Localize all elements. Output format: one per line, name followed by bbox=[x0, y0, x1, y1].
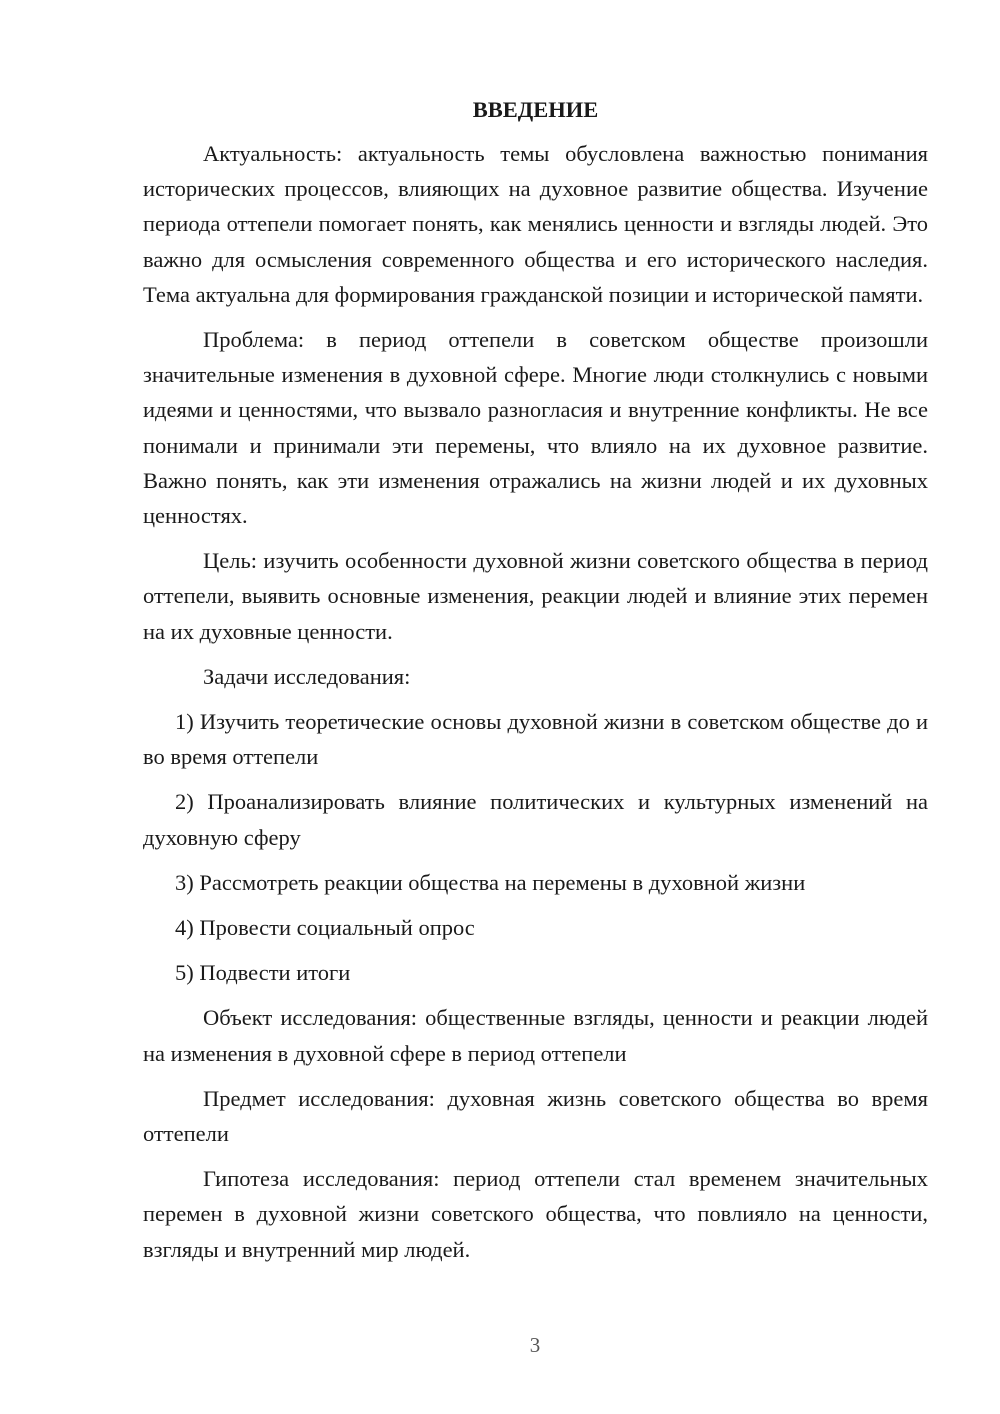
goal-paragraph: Цель: изучить особенности духовной жизни советского общества в период оттепели, выявить основные изменения, реакции людей и влияние этих перемен на их духовные ценности. bbox=[143, 548, 928, 644]
document-page bbox=[143, 92, 928, 1277]
section-title: ВВЕДЕНИЕ bbox=[472, 97, 599, 122]
task-item-3: 3) Рассмотреть реакции общества на перемены в духовной жизни bbox=[175, 869, 806, 895]
task-item-2: 2) Проанализировать влияние политических и культурных изменений на духовную сферу bbox=[143, 789, 928, 850]
subject-paragraph: Предмет исследования: духовная жизнь советского общества во время оттепели bbox=[143, 1085, 928, 1147]
task-item-4: 4) Провести социальный опрос bbox=[175, 915, 475, 941]
object-paragraph: Объект исследования: общественные взгляды, ценности и реакции людей на изменения в духовной сфере в период оттепели bbox=[143, 1005, 928, 1066]
page-number: 3 bbox=[529, 1333, 541, 1357]
problem-paragraph: Проблема: в период оттепели в советском обществе произошли значительные изменения в духовной сфере. Многие люди столкнулись с новыми идеями и ценностями, что вызвало разногласия и внутренние конфликты. Не все понимали и принимали эти перемены, что влияло на их духовное развитие. Важно понять, как эти изменения отражались на жизни людей и их духовных ценностях. bbox=[143, 327, 928, 529]
relevance-paragraph: Актуальность: актуальность темы обусловлена важностью понимания исторических процессов, влияющих на духовное развитие общества. Изучение периода оттепели помогает понять, как менялись ценности и взгляды людей. Это важно для осмысления современного общества и его исторического наследия. Тема актуальна для формирования гражданской позиции и исторической памяти. bbox=[143, 141, 928, 307]
hypothesis-paragraph: Гипотеза исследования: период оттепели стал временем значительных перемен в духовной жизни советского общества, что повлияло на ценности, взгляды и внутренний мир людей. bbox=[143, 1166, 928, 1262]
task-item-1: 1) Изучить теоретические основы духовной жизни в советском обществе до и во время оттепели bbox=[143, 709, 928, 770]
task-item-5: 5) Подвести итоги bbox=[175, 960, 351, 986]
tasks-heading: Задачи исследования: bbox=[203, 663, 411, 689]
